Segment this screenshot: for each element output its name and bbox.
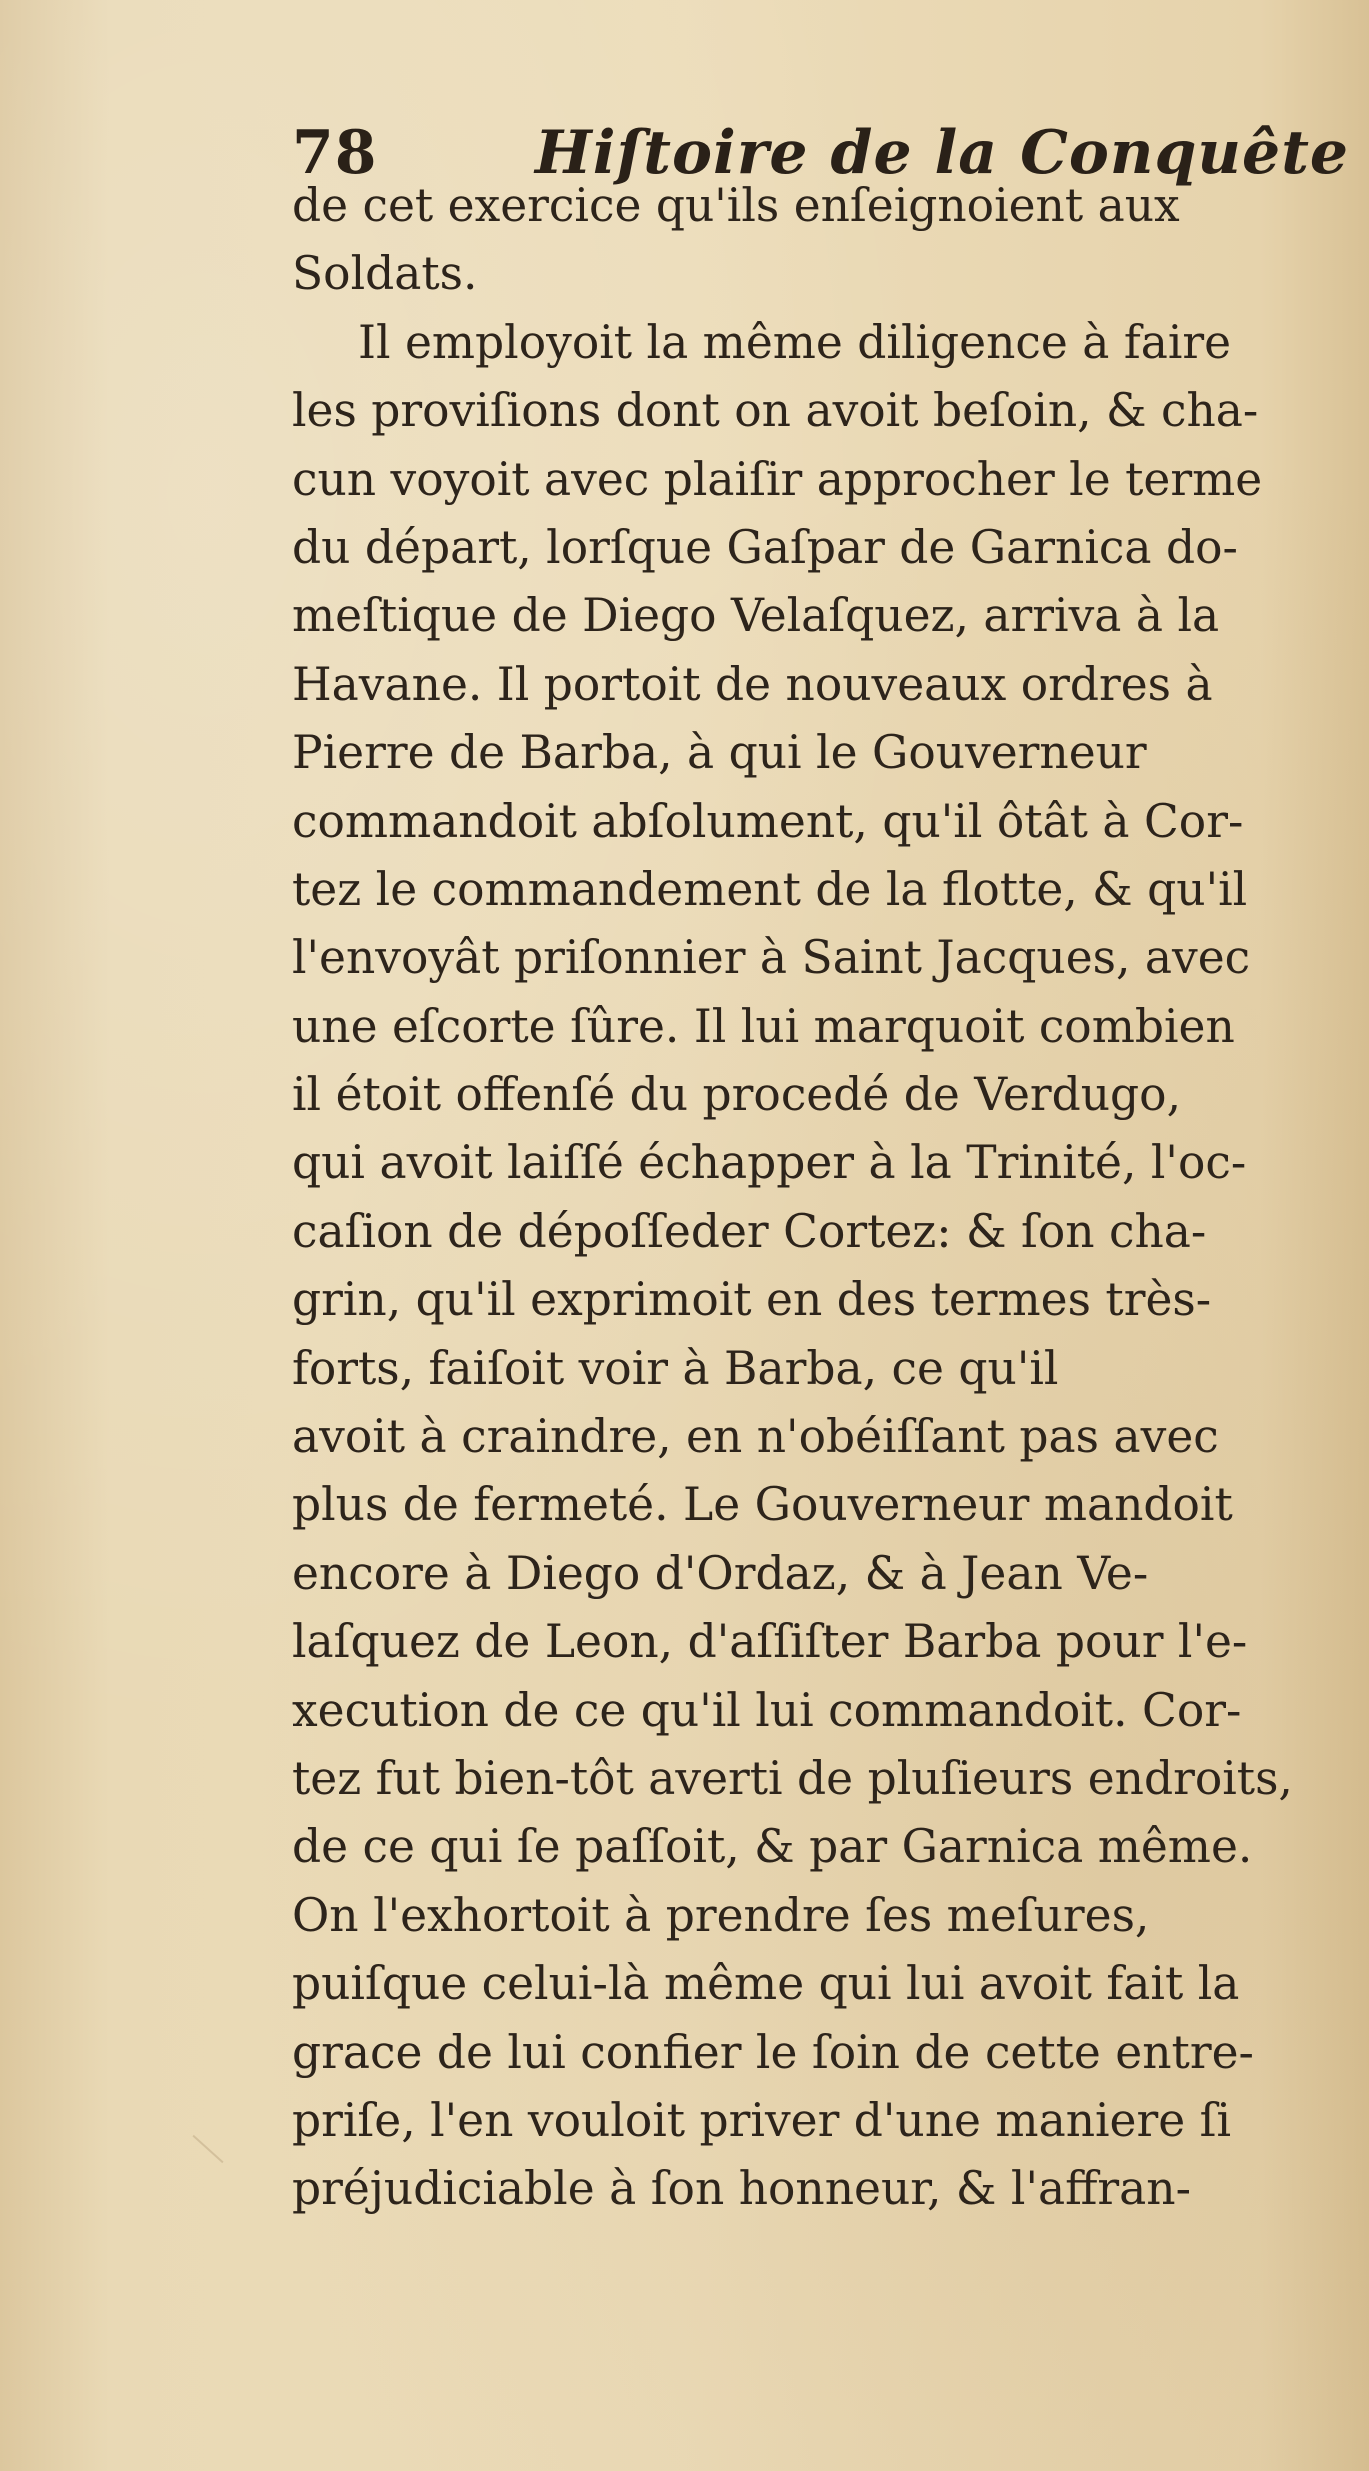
text-line: de ce qui ſe paſſoit, & par Garnica même. bbox=[292, 1820, 1253, 1874]
text-line: du départ, lorſque Gaſpar de Garnica do- bbox=[292, 520, 1238, 574]
text-line: tez le commandement de la flotte, & qu'il bbox=[292, 862, 1248, 916]
text-line: une eſcorte ſûre. Il lui marquoit combien bbox=[292, 999, 1235, 1053]
text-line: qui avoit laiſſé échapper à la Trinité, l'oc- bbox=[292, 1136, 1247, 1190]
text-line: commandoit abſolument, qu'il ôtât à Cor- bbox=[292, 794, 1244, 848]
text-line: encore à Diego d'Ordaz, & à Jean Ve- bbox=[292, 1546, 1149, 1600]
text-line: grin, qu'il exprimoit en des termes très- bbox=[292, 1273, 1212, 1327]
text-line: Havane. Il portoit de nouveaux ordres à bbox=[292, 657, 1213, 711]
text-line: préjudiciable à ſon honneur, & l'affran- bbox=[292, 2162, 1191, 2216]
text-line: cun voyoit avec plaiſir approcher le terme bbox=[292, 452, 1263, 506]
text-line: forts, faiſoit voir à Barba, ce qu'il bbox=[292, 1341, 1059, 1395]
text-line: laſquez de Leon, d'aſſiſter Barba pour l'e- bbox=[292, 1615, 1248, 1669]
text-line: de cet exercice qu'ils enſeignoient aux bbox=[292, 179, 1180, 232]
text-line: avoit à craindre, en n'obéiſſant pas avec bbox=[292, 1410, 1219, 1464]
body-text bbox=[292, 172, 1369, 2224]
text-line: xecution de ce qu'il lui commandoit. Cor- bbox=[292, 1683, 1242, 1737]
text-line: Il employoit la même diligence à faire bbox=[358, 315, 1232, 369]
text-line: priſe, l'en vouloit priver d'une maniere ſi bbox=[292, 2093, 1232, 2147]
paper-crease-mark bbox=[192, 2135, 223, 2163]
text-line: tez fut bien-tôt averti de pluſieurs endroits, bbox=[292, 1751, 1293, 1805]
text-line: On l'exhortoit à prendre ſes meſures, bbox=[292, 1888, 1150, 1942]
text-line: l'envoyât priſonnier à Saint Jacques, avec bbox=[292, 931, 1251, 985]
text-line: Soldats. bbox=[292, 247, 478, 301]
text-line: il étoit offenſé du procedé de Verdugo, bbox=[292, 1068, 1182, 1122]
text-line: caſion de dépoſſeder Cortez: & ſon cha- bbox=[292, 1204, 1207, 1258]
text-line: plus de fermeté. Le Gouverneur mandoit bbox=[292, 1478, 1233, 1532]
page-number: 78 bbox=[292, 118, 378, 188]
text-line: les proviſions dont on avoit beſoin, & cha- bbox=[292, 384, 1259, 438]
text-line: meſtique de Diego Velaſquez, arriva à la bbox=[292, 589, 1220, 643]
text-line: grace de lui confier le ſoin de cette entre- bbox=[292, 2025, 1254, 2079]
running-title: Hiſtoire de la Conquête bbox=[535, 118, 1350, 188]
text-line: puiſque celui-là même qui lui avoit fait la bbox=[292, 1957, 1240, 2011]
text-line: Pierre de Barba, à qui le Gouverneur bbox=[292, 726, 1147, 780]
